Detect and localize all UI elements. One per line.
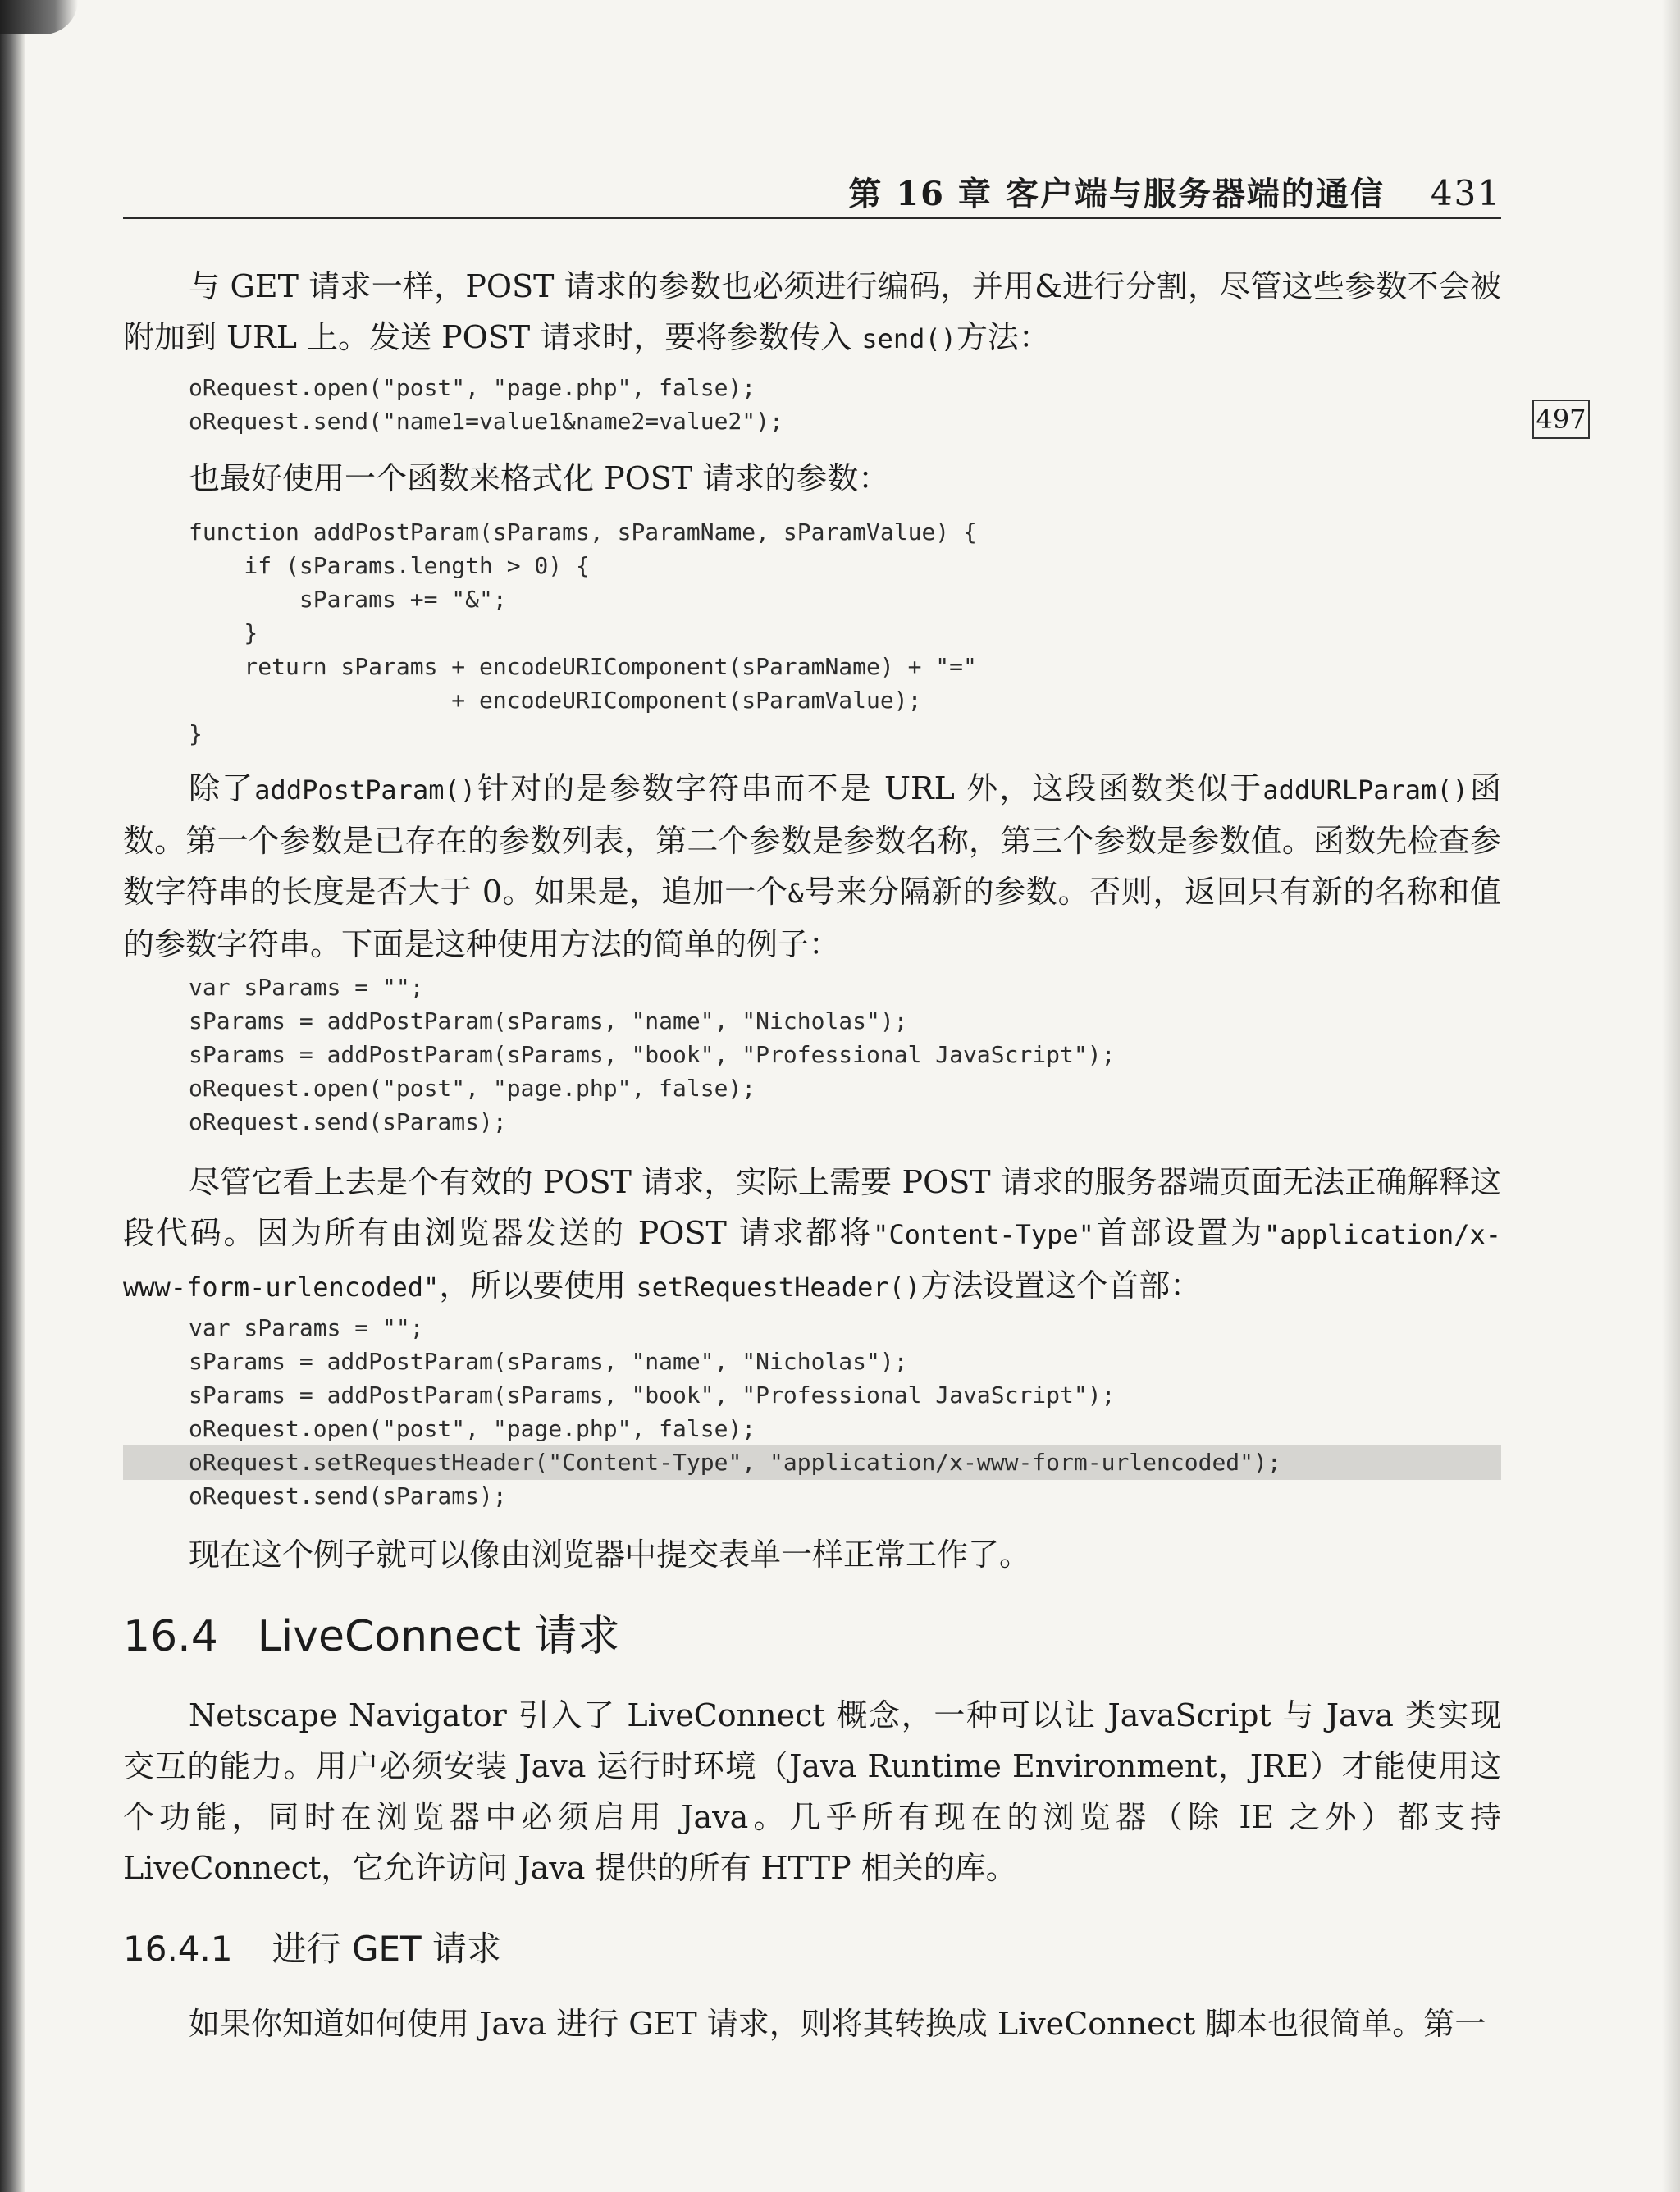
inline-code: setRequestHeader(): [636, 1272, 921, 1303]
paragraph-text: 除了: [189, 770, 255, 806]
inline-code: "application/x-www-form-urlencoded": [123, 1219, 1501, 1303]
inline-code: addURLParam(): [1262, 774, 1468, 806]
paragraph-text: ，所以要使用: [439, 1267, 637, 1304]
section-title: LiveConnect 请求: [257, 1612, 620, 1661]
paragraph-text: 方法设置这个首部：: [920, 1267, 1202, 1304]
paragraph-liveconnect: Netscape Navigator 引入了 LiveConnect 概念，一种可以让 JavaScript 与 Java 类实现交互的能力。用户必须安装 Java 运行时环境（Java Runtime Environment，JRE）才能使用这个功能，同时在浏览器中必须启用 Java。几乎所有现在的浏览器（除 IE 之外）都支持 LiveConnect，它允许访问 Java 提供的所有 HTTP 相关的库。: [123, 1697, 1501, 1886]
header-rule: [123, 217, 1501, 219]
subsection-number: 16.4.1: [123, 1929, 233, 1969]
inline-code: addPostParam(): [254, 774, 476, 806]
running-header-text: [848, 168, 1501, 215]
paragraph-text: 与 GET 请求一样，POST 请求的参数也必须进行编码，并用&进行分割，尽管这些参数不会被附加到 URL 上。发送 POST 请求时，要将参数传入: [123, 268, 1501, 355]
subsection-title: 进行 GET 请求: [272, 1929, 502, 1969]
book-spine-shadow: [0, 0, 25, 2192]
subsection-heading: [123, 1925, 501, 1974]
code-block-example: var sParams = ""; sParams = addPostParam(sParams, "name", "Nicholas"); sParams = addPostParam(sParams, "book", "Professional JavaScript"); oRequest.open("post", "page.php", false); oRequest.send(sParams);: [189, 974, 1116, 1135]
paragraph-content-type: [123, 1157, 1501, 1313]
paragraph-text: 针对的是参数字符串而不是 URL 外，这段函数类似于: [476, 770, 1263, 806]
section-number: 16.4: [123, 1612, 218, 1661]
paragraph-format-function: 也最好使用一个函数来格式化 POST 请求的参数：: [189, 460, 890, 496]
paragraph-text: 函数。第一个参数是已存在的参数列表，第二个参数是参数名称，第三个参数是参数值。函数先检查参数字符串的长度是否大于 0。如果是，追加一个: [123, 770, 1501, 910]
original-page-number-box: 497: [1532, 400, 1590, 439]
code-block-send: oRequest.open("post", "page.php", false); oRequest.send("name1=value1&name2=value2");: [189, 374, 783, 435]
paragraph-text: 号来分隔新的参数。否则，返回只有新的名称和值的参数字符串。下面是这种使用方法的简单的例子：: [123, 874, 1501, 962]
paragraph-text: 方法：: [956, 319, 1050, 355]
inline-code: send(): [861, 323, 956, 354]
paragraph-works-now: 现在这个例子就可以像由浏览器中提交表单一样正常工作了。: [189, 1537, 1031, 1573]
chapter-title: 第 16 章 客户端与服务器端的通信: [848, 175, 1385, 213]
code-block-request-header: var sParams = ""; sParams = addPostParam(sParams, "name", "Nicholas"); sParams = addPostParam(sParams, "book", "Professional JavaScript"); oRequest.open("post", "page.php", false); oRequest.setRequestHeader("Content-Type", "application/x-www-form-urlencoded"); oRequest.send(sParams);: [189, 1314, 1281, 1509]
paragraph-get-request: 如果你知道如何使用 Java 进行 GET 请求，则将其转换成 LiveConnect 脚本也很简单。第一: [189, 2006, 1486, 2042]
paragraph-explanation: [123, 763, 1501, 970]
paragraph-text: 尽管它看上去是个有效的 POST 请求，实际上需要 POST 请求的服务器端页面无法正确解释这段代码。因为所有由浏览器发送的 POST 请求都将: [123, 1164, 1501, 1251]
inline-code: "Content-Type": [873, 1219, 1094, 1250]
page-number: 431: [1430, 173, 1501, 213]
page-corner-shadow: [0, 0, 78, 34]
section-heading: [123, 1608, 620, 1665]
paragraph-post-params: [123, 261, 1501, 364]
code-block-addpostparam: function addPostParam(sParams, sParamName, sParamValue) { if (sParams.length > 0) { sParams += "&"; } return sParams + encodeURIComponent(sParamName) + "=" + encodeURIComponent(sParamValue); }: [189, 518, 977, 747]
running-header: [123, 168, 1501, 214]
paragraph-text: 首部设置为: [1093, 1215, 1265, 1251]
page-edge-shadow: [1662, 0, 1680, 2192]
inline-code: &: [788, 878, 804, 909]
